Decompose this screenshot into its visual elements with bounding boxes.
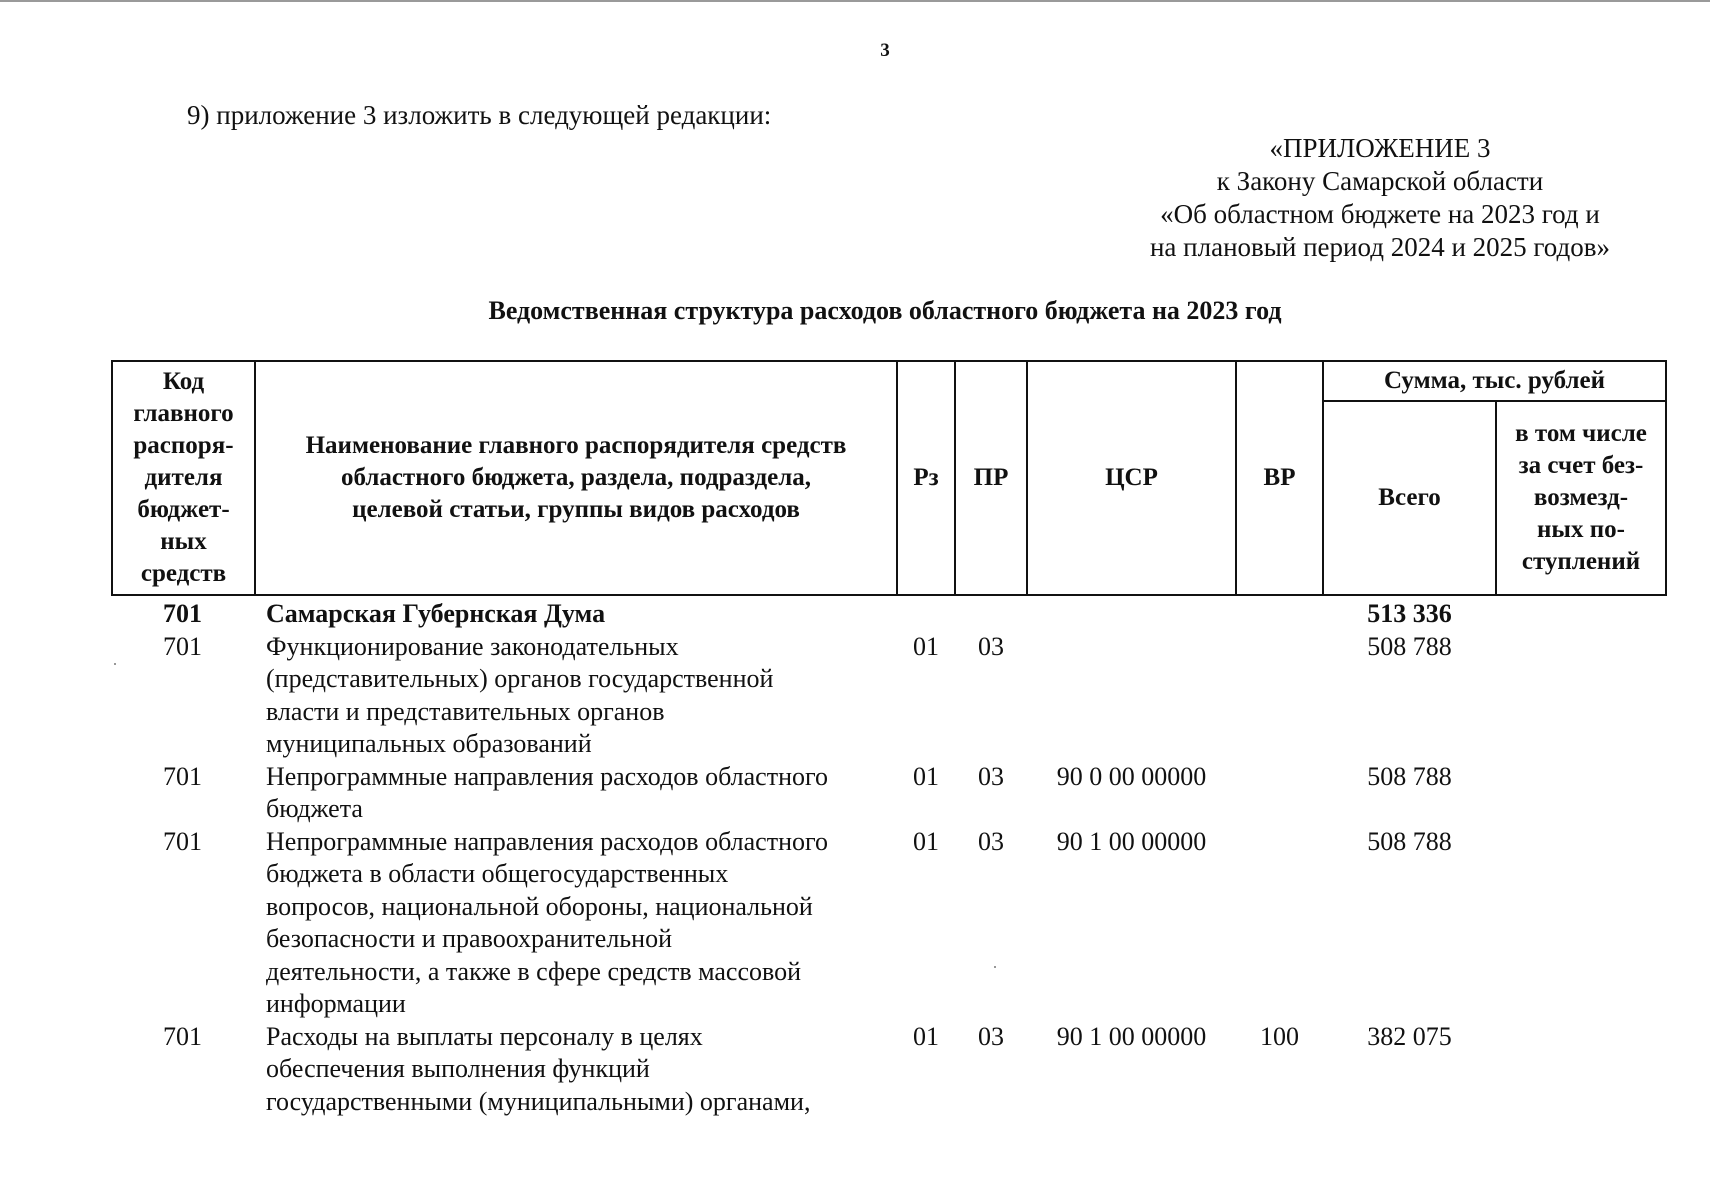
row-name-line: безопасности и правоохранительной — [266, 924, 672, 953]
table-row — [111, 1021, 1667, 1119]
row-name-line: (представительных) органов государственной — [266, 664, 774, 693]
header-code-line: бюджет- — [137, 496, 230, 523]
header-code-line: Код — [162, 368, 205, 395]
header-csr: ЦСР — [1105, 464, 1158, 491]
row-csr: 90 0 00 00000 — [1056, 761, 1207, 791]
scan-speck — [114, 663, 116, 665]
row-name — [266, 598, 896, 631]
row-rz: 01 — [913, 1021, 939, 1051]
row-name-line: бюджета — [266, 794, 363, 823]
row-total: 508 788 — [1367, 761, 1452, 791]
row-name-line: деятельности, а также в сфере средств массовой — [266, 956, 802, 986]
row-total: 382 075 — [1367, 1021, 1452, 1051]
header-code-line: ных — [160, 528, 207, 555]
row-rz: 01 — [913, 761, 939, 791]
header-sum: Сумма, тыс. рублей — [1383, 367, 1606, 394]
page-number: 3 — [880, 40, 890, 61]
row-name-line: вопросов, национальной обороны, национальной — [266, 891, 813, 921]
row-total: 508 788 — [1367, 826, 1452, 856]
appendix-line-4: на плановый период 2024 и 2025 годов» — [1149, 232, 1611, 262]
table-header — [111, 360, 1667, 596]
header-code-line: дителя — [144, 464, 223, 491]
row-vr: 100 — [1260, 1021, 1299, 1051]
row-name-line: власти и представительных органов — [266, 696, 665, 726]
appendix-line-3: «Об областном бюджете на 2023 год и — [1160, 199, 1600, 229]
header-name — [256, 362, 896, 594]
row-code: 701 — [163, 826, 202, 856]
header-border-right — [1665, 360, 1667, 596]
row-rz: 01 — [913, 826, 939, 856]
row-name-line: Самарская Губернская Дума — [266, 599, 606, 628]
row-name-line: Непрограммные направления расходов областного — [266, 761, 828, 791]
table-body — [111, 598, 1667, 1118]
row-code: 701 — [163, 1021, 202, 1051]
row-name — [266, 631, 896, 761]
header-pr: ПР — [973, 464, 1009, 491]
row-pr: 03 — [978, 761, 1004, 791]
header-code-line: главного — [133, 400, 234, 427]
header-vr: ВР — [1263, 464, 1296, 491]
row-code: 701 — [163, 631, 202, 661]
row-name-line: бюджета в области общегосударственных — [266, 859, 729, 888]
row-code: 701 — [163, 599, 202, 628]
row-name-line: Непрограммные направления расходов областного — [266, 826, 828, 856]
header-free-line: за счет без- — [1518, 452, 1644, 479]
appendix-line-1: «ПРИЛОЖЕНИЕ 3 — [1269, 133, 1491, 163]
row-total: 508 788 — [1367, 631, 1452, 661]
header-name-line: целевой статьи, группы видов расходов — [352, 496, 800, 523]
row-name — [266, 1021, 896, 1119]
appendix-line-2: к Закону Самарской области — [1216, 166, 1544, 196]
row-name-line: обеспечения выполнения функций — [266, 1054, 650, 1083]
row-csr: 90 1 00 00000 — [1056, 1021, 1207, 1051]
header-code — [113, 362, 254, 594]
row-name-line: государственными (муниципальными) органами, — [266, 1086, 811, 1116]
row-name — [266, 761, 896, 826]
header-free-line: в том числе — [1515, 420, 1647, 447]
header-name-line: областного бюджета, раздела, подраздела, — [340, 464, 812, 491]
table-row — [111, 761, 1667, 826]
header-free-line: ступлений — [1521, 548, 1641, 575]
header-free-line: ных по- — [1537, 516, 1625, 543]
header-code-line: средств — [140, 560, 227, 587]
intro-text: 9) приложение 3 изложить в следующей редакции: — [187, 100, 772, 130]
row-rz: 01 — [913, 631, 939, 661]
row-pr: 03 — [978, 1021, 1004, 1051]
table-row — [111, 631, 1667, 761]
page-top-rule — [0, 0, 1710, 2]
row-name-line: Расходы на выплаты персоналу в целях — [266, 1021, 703, 1051]
row-name — [266, 826, 896, 1021]
table-title: Ведомственная структура расходов областного бюджета на 2023 год — [488, 296, 1282, 325]
row-total: 513 336 — [1367, 599, 1452, 628]
row-name-line: Функционирование законодательных — [266, 631, 679, 661]
header-code-line: распоря- — [133, 432, 234, 459]
row-csr: 90 1 00 00000 — [1056, 826, 1207, 856]
header-free-line: возмезд- — [1533, 484, 1629, 511]
header-name-line: Наименование главного распорядителя средств — [305, 432, 847, 459]
header-border-bottom — [111, 594, 1667, 596]
row-pr: 03 — [978, 826, 1004, 856]
table-row — [111, 598, 1667, 631]
appendix-heading — [1100, 132, 1660, 264]
row-name-line: информации — [266, 989, 406, 1018]
row-name-line: муниципальных образований — [266, 729, 592, 758]
header-free — [1497, 402, 1665, 594]
table-row — [111, 826, 1667, 1021]
scan-speck — [994, 966, 996, 968]
header-total: Всего — [1378, 484, 1441, 511]
row-pr: 03 — [978, 631, 1004, 661]
row-code: 701 — [163, 761, 202, 791]
header-rz: Рз — [913, 464, 939, 491]
